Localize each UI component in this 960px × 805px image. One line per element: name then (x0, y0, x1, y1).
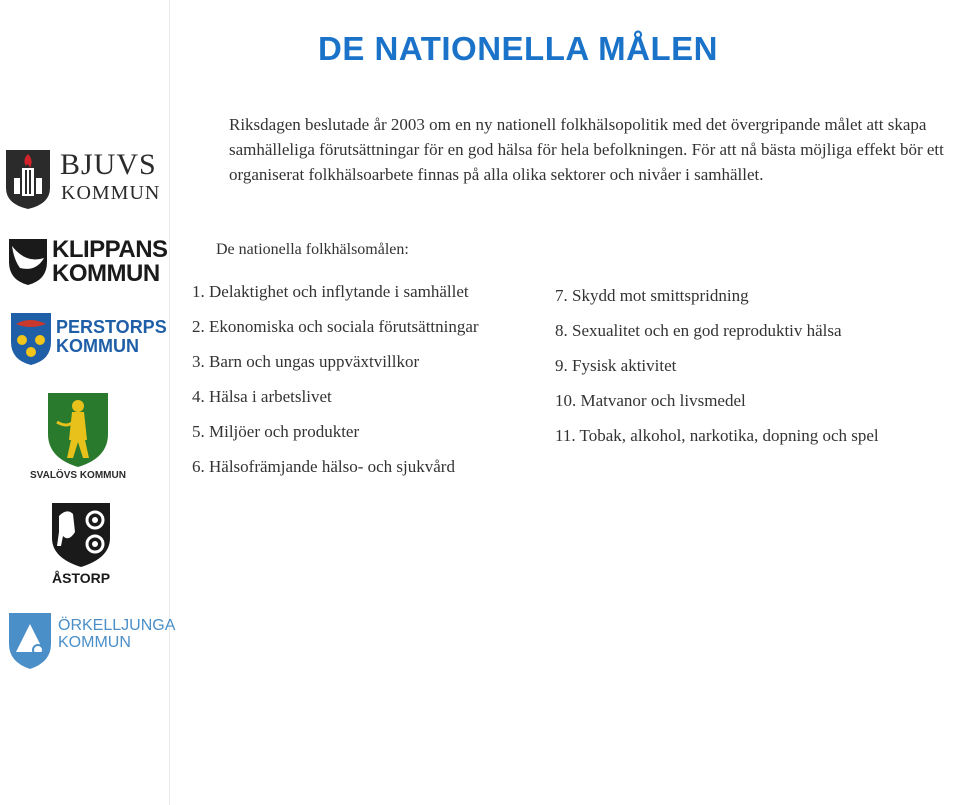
list-item: 10. Matvanor och livsmedel (555, 391, 746, 410)
klippans-crest-icon (8, 238, 48, 286)
list-item: 6. Hälsofrämjande hälso- och sjukvård (192, 457, 455, 476)
astorp-crest-icon (51, 502, 111, 568)
astorp-logo-text: ÅSTORP (52, 570, 111, 586)
perstorps-logo-line1: PERSTORPS (56, 317, 167, 337)
bjuvs-crest-icon (4, 148, 52, 210)
list-item: 9. Fysisk aktivitet (555, 356, 677, 375)
bjuvs-kommun-logo (4, 146, 164, 210)
list-item: 2. Ekonomiska och sociala förutsättningar (192, 317, 479, 336)
perstorps-logo-line2: KOMMUN (56, 336, 139, 356)
perstorps-kommun-logo (10, 312, 165, 368)
list-item: 11. Tobak, alkohol, narkotika, dopning och spel (555, 426, 879, 445)
list-item: 1. Delaktighet och inflytande i samhället (192, 282, 469, 301)
list-item: 8. Sexualitet och en god reproduktiv hälsa (555, 321, 842, 340)
bjuvs-logo-line1: BJUVS (60, 148, 157, 181)
orkelljunga-crest-icon (8, 612, 52, 670)
svalovs-kommun-logo (30, 392, 130, 484)
klippans-logo-line1: KLIPPANS (52, 236, 168, 263)
goals-list-left (192, 282, 479, 492)
perstorps-crest-icon (10, 312, 52, 366)
bjuvs-logo-line2: KOMMUN (61, 182, 161, 204)
orkelljunga-logo-line1: ÖRKELLJUNGA (58, 617, 176, 634)
klippans-logo-line2: KOMMUN (52, 260, 160, 287)
svalovs-logo-text: SVALÖVS KOMMUN (30, 470, 126, 481)
intro-paragraph: Riksdagen beslutade år 2003 om en ny nationell folkhälsopolitik med det övergripande målet att skapa samhälleliga förutsättningar för en god hälsa för hela befolkningen. För att nå bästa möjliga effekt bör ett organiserat folkhälsoarbete finnas på alla olika sektorer och nivåer i samhället. (229, 115, 944, 184)
klippans-kommun-logo (8, 236, 168, 288)
svalovs-crest-icon (47, 392, 109, 468)
divider (169, 0, 170, 805)
goals-subheading: De nationella folkhälsomålen: (216, 241, 409, 258)
astorp-logo (44, 502, 118, 588)
list-item: 5. Miljöer och produkter (192, 422, 360, 441)
list-item: 4. Hälsa i arbetslivet (192, 387, 332, 406)
list-item: 7. Skydd mot smittspridning (555, 286, 749, 305)
goals-list-right (555, 286, 879, 461)
orkelljunga-kommun-logo (8, 612, 176, 672)
list-item: 3. Barn och ungas uppväxtvillkor (192, 352, 420, 371)
page-title: DE NATIONELLA MÅLEN (318, 30, 718, 67)
orkelljunga-logo-line2: KOMMUN (58, 634, 131, 651)
